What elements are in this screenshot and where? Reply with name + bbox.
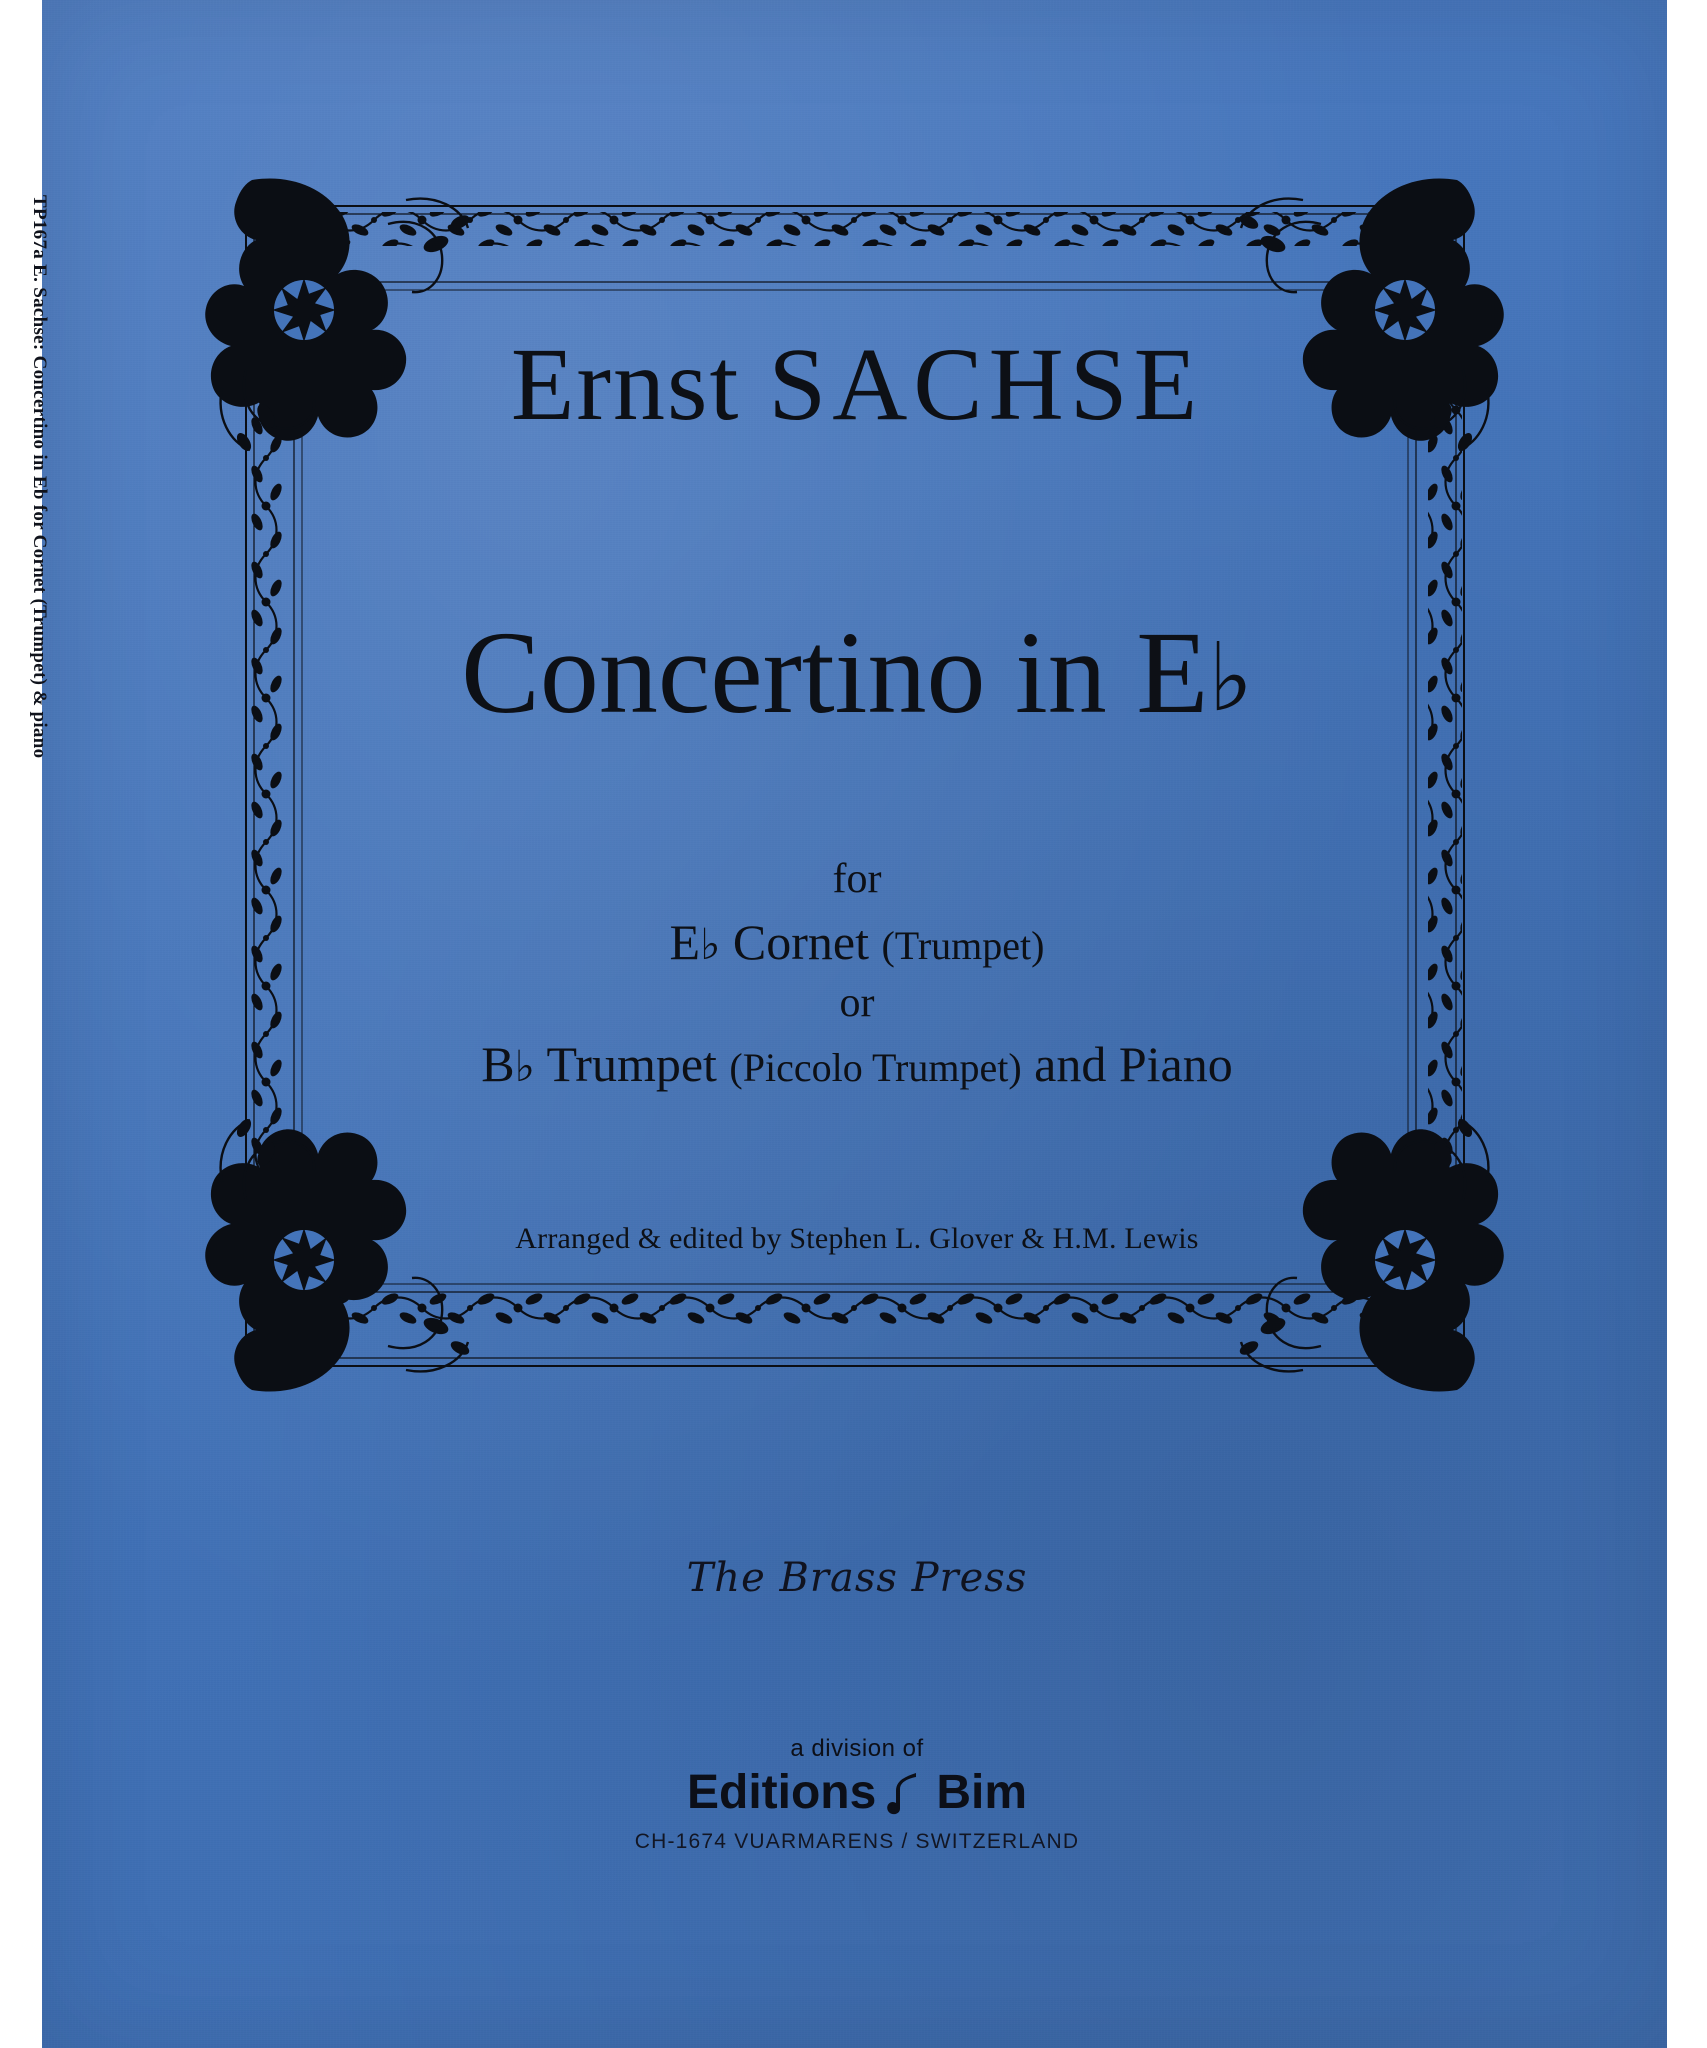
instrumentation-line-2 — [282, 1034, 1432, 1094]
instrument-2-pitch: B — [481, 1035, 515, 1092]
flat-symbol-icon: ♭ — [514, 1041, 535, 1092]
music-note-icon — [886, 1769, 926, 1817]
for-label: for — [832, 856, 882, 903]
flat-symbol-icon: ♭ — [1208, 623, 1253, 734]
instrument-2-accompaniment: and Piano — [1021, 1035, 1233, 1092]
imprint-name: The Brass Press — [686, 1555, 1028, 1601]
instrument-1-pitch: E — [669, 913, 701, 970]
flat-symbol-icon: ♭ — [700, 919, 721, 970]
instrument-2-alt: (Piccolo Trumpet) — [729, 1044, 1022, 1090]
title-block — [282, 327, 1432, 1256]
publisher-logo — [282, 1765, 1432, 1820]
publisher-name-bim: Bim — [936, 1766, 1027, 1819]
instrument-2-name: Trumpet — [534, 1035, 730, 1092]
composer-last-name: SACHSE — [768, 327, 1204, 442]
spine-catalog-text: TP167a E. Sachse: Concertino in Eb for Cornet (Trumpet) & piano — [29, 195, 50, 759]
publisher-name-editions: Editions — [686, 1766, 877, 1819]
composer-first-name: Ernst — [510, 327, 741, 442]
publisher-block — [282, 1735, 1432, 1854]
or-label: or — [839, 979, 875, 1026]
blue-cover-sheet — [29, 0, 1667, 2048]
composer-name — [282, 327, 1432, 442]
publisher-address: CH-1674 VUARMARENS / SWITZERLAND — [634, 1830, 1080, 1853]
instrument-1-alt: (Trumpet) — [881, 922, 1045, 968]
instrument-1-name: Cornet — [720, 913, 882, 970]
work-title — [282, 607, 1432, 739]
work-title-text: Concertino in E — [461, 607, 1209, 739]
division-label: a division of — [790, 1735, 924, 1762]
instrumentation-line-1 — [282, 912, 1432, 972]
arranger-credit: Arranged & edited by Stephen L. Glover & H.M. Lewis — [515, 1221, 1199, 1255]
